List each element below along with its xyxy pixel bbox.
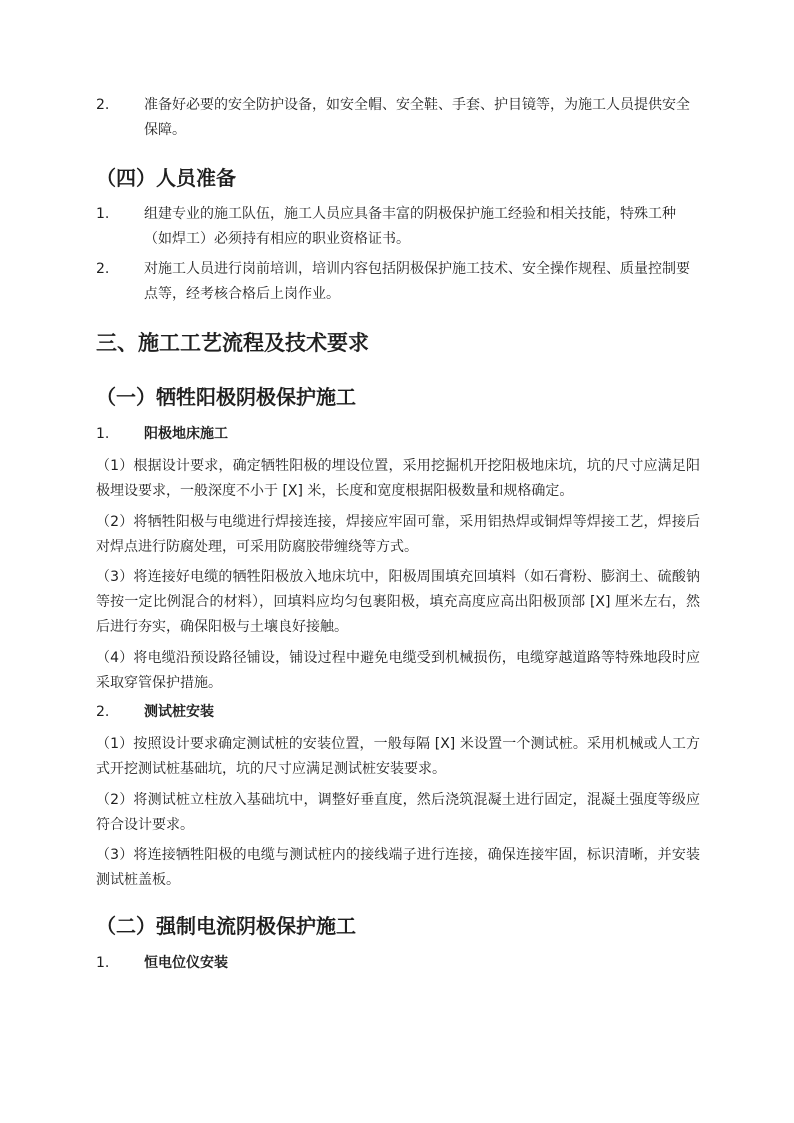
subsection-number: 1. xyxy=(96,426,110,442)
paragraph: （3）将连接好电缆的牺牲阳极放入地床坑中，阳极周围填充回填料（如石膏粉、膨润土、硫酸钠等按一定比例混合的材料），回填料应均匀包裹阳极，填充高度应高出阳极顶部 [X] 厘米左右，然后进行夯实，确保阳极与土壤良好接触。 xyxy=(96,569,700,635)
list-number: 1. xyxy=(96,206,110,222)
paragraph: （4）将电缆沿预设路径铺设，铺设过程中避免电缆受到机械损伤，电缆穿越道路等特殊地段时应采取穿管保护措施。 xyxy=(96,650,700,691)
paragraph: （1）根据设计要求，确定牺牲阳极的埋设位置，采用挖掘机开挖阳极地床坑，坑的尺寸应满足阳极埋设要求，一般深度不小于 [X] 米，长度和宽度根据阳极数量和规格确定。 xyxy=(96,458,700,499)
paragraph: （1）按照设计要求确定测试桩的安装位置，一般每隔 [X] 米设置一个测试桩。采用机械或人工方式开挖测试桩基础坑，坑的尺寸应满足测试桩安装要求。 xyxy=(96,736,700,777)
section-heading-personnel: （四）人员准备 xyxy=(96,166,236,190)
subsection-number: 2. xyxy=(96,704,110,720)
subsection-number: 1. xyxy=(96,955,110,971)
subsection-label: 阳极地床施工 xyxy=(144,426,228,442)
list-item xyxy=(96,93,700,143)
list-item xyxy=(96,202,700,252)
paragraph: （2）将测试桩立柱放入基础坑中，调整好垂直度，然后浇筑混凝土进行固定，混凝土强度等级应符合设计要求。 xyxy=(96,792,700,833)
list-text: 对施工人员进行岗前培训，培训内容包括阴极保护施工技术、安全操作规程、质量控制要点等，经考核合格后上岗作业。 xyxy=(144,261,690,302)
list-item xyxy=(96,257,700,307)
subsection-title xyxy=(96,951,228,976)
section-heading-impressed-current: （二）强制电流阴极保护施工 xyxy=(96,914,356,938)
subsection-title xyxy=(96,422,228,447)
paragraph: （2）将牺牲阳极与电缆进行焊接连接，焊接应牢固可靠，采用铝热焊或铜焊等焊接工艺，焊接后对焊点进行防腐处理，可采用防腐胶带缠绕等方式。 xyxy=(96,514,700,555)
paragraph: （3）将连接牺牲阳极的电缆与测试桩内的接线端子进行连接，确保连接牢固，标识清晰，并安装测试桩盖板。 xyxy=(96,847,700,888)
chapter-heading: 三、施工工艺流程及技术要求 xyxy=(96,331,369,355)
subsection-title xyxy=(96,700,214,725)
list-number: 2. xyxy=(96,97,110,113)
subsection-label: 恒电位仪安装 xyxy=(144,955,228,971)
list-number: 2. xyxy=(96,261,110,277)
section-heading-sacrificial-anode: （一）牺牲阳极阴极保护施工 xyxy=(96,385,356,409)
list-text: 准备好必要的安全防护设备，如安全帽、安全鞋、手套、护目镜等，为施工人员提供安全保障。 xyxy=(144,97,690,138)
subsection-label: 测试桩安装 xyxy=(144,704,214,720)
list-text: 组建专业的施工队伍，施工人员应具备丰富的阴极保护施工经验和相关技能，特殊工种（如焊工）必须持有相应的职业资格证书。 xyxy=(144,206,676,247)
